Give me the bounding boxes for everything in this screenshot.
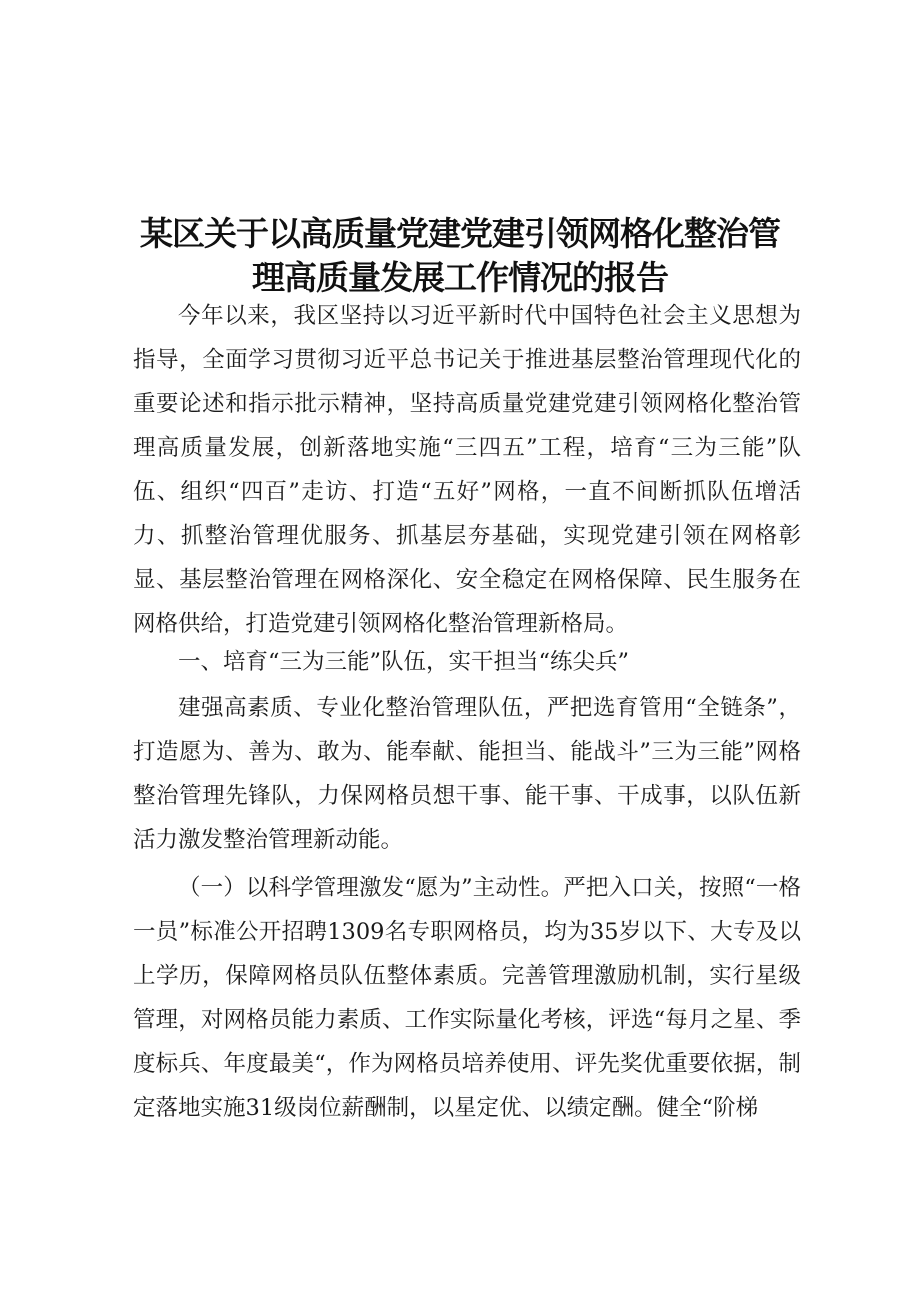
section-intro-paragraph: 建强高素质、专业化整治管理队伍，严把选育管用“全链条”，打造愿为、善为、敢为、能奉献、能担当、能战斗”三为三能”网格整治管理先锋队，力保网格员想干事、能干事、干成事，以队伍新活力激发整治管理新动能。 [133, 695, 801, 853]
section-heading: 一、培育“三为三能”队伍，实干担当“练尖兵” [178, 649, 630, 675]
subsection-paragraph: （一）以科学管理激发“愿为”主动性。严把入口关，按照“一格一员”标准公开招聘1309名专职网格员，均为35岁以下、大专及以上学历，保障网格员队伍整体素质。完善管理激励机制，实行星级管理，对网格员能力素质、工作实际量化考核，评选“每月之星、季度标兵、年度最美“，作为网格员培养使用、评先奖优重要依据，制定落地实施31级岗位薪酬制，以星定优、以绩定酬。健全“阶梯 [133, 875, 801, 1121]
document-title: 某区关于以高质量党建党建引领网格化整治管理高质量发展工作情况的报告 [140, 214, 780, 297]
intro-paragraph: 今年以来，我区坚持以习近平新时代中国特色社会主义思想为指导，全面学习贯彻习近平总书记关于推进基层整治管理现代化的重要论述和指示批示精神，坚持高质量党建党建引领网格化整治管理高质量发展，创新落地实施“三四五”工程，培育“三为三能”队伍、组织“四百”走访、打造“五好”网格，一直不间断抓队伍增活力、抓整治管理优服务、抓基层夯基础，实现党建引领在网格彰显、基层整治管理在网格深化、安全稳定在网格保障、民生服务在网格供给，打造党建引领网格化整治管理新格局。 [133, 303, 801, 637]
